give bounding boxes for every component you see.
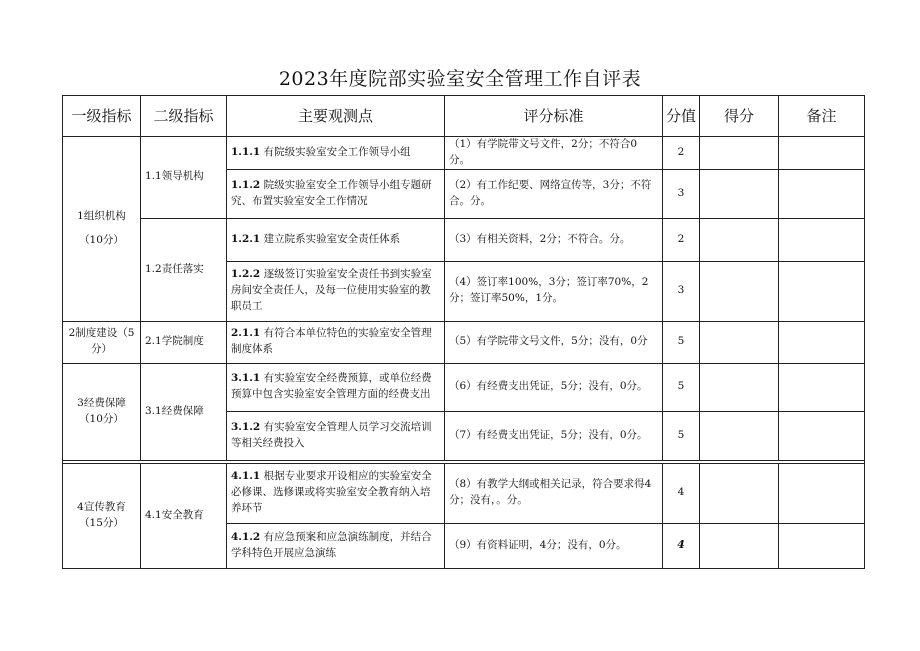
main-point-cell [227,218,445,261]
points-cell: 3 [663,261,700,321]
main-point-cell [227,321,445,363]
point-text: 建立院系实验室安全责任体系 [263,232,401,245]
point-code: 2.1.1 [231,327,261,340]
criteria-cell: （7）有经费支出凭证，5分；没有，0分。 [445,411,663,460]
level1-cell: 2制度建设（5分） [63,321,141,363]
points-cell: 3 [663,169,700,218]
score-cell[interactable] [700,523,779,568]
table-row [63,363,865,411]
main-point-cell [227,137,445,170]
remarks-cell[interactable] [779,169,865,218]
remarks-cell[interactable] [779,363,865,411]
criteria-cell: （8）有教学大纲或相关记录，符合要求得4分；没有，。分。 [445,463,663,523]
point-text: 有符合本单位特色的实验室安全管理制度体系 [231,327,432,355]
point-code: 3.1.2 [231,420,261,433]
level1-cell: 4宣传教育（15分） [63,463,141,568]
points-cell: 2 [663,218,700,261]
header-main-points: 主要观测点 [227,96,445,137]
level2-cell: 3.1经费保障 [141,363,227,460]
point-code: 4.1.1 [231,470,261,483]
level2-cell: 1.1领导机构 [141,137,227,219]
point-code: 4.1.2 [231,530,261,543]
point-text: 根据专业要求开设相应的实验室安全必修课、选修课或将实验室安全教育纳入培养环节 [231,470,432,514]
score-cell[interactable] [700,321,779,363]
score-cell[interactable] [700,463,779,523]
point-code: 1.1.1 [231,145,261,158]
level1-label: 1组织机构 [77,210,126,222]
remarks-cell[interactable] [779,523,865,568]
point-code: 3.1.1 [231,372,261,385]
score-cell[interactable] [700,218,779,261]
point-text: 有院级实验室安全工作领导小组 [263,145,411,158]
self-evaluation-table [62,95,865,569]
remarks-cell[interactable] [779,463,865,523]
main-point-cell [227,363,445,411]
header-level2: 二级指标 [141,96,227,137]
remarks-cell[interactable] [779,321,865,363]
level1-cell [63,137,141,322]
point-text: 逐级签订实验室安全责任书到实验室房间安全责任人，及每一位使用实验室的教职员工 [231,268,432,312]
header-row [63,96,865,137]
main-point-cell [227,169,445,218]
level2-cell: 2.1学院制度 [141,321,227,363]
points-cell: 5 [663,411,700,460]
point-text: 有实验室安全管理人员学习交流培训等相关经费投入 [231,420,432,449]
criteria-cell: （1）有学院带文号文件，2分；不符合0分。 [445,137,663,170]
criteria-cell: （6）有经费支出凭证，5分；没有，0分。 [445,363,663,411]
main-point-cell [227,463,445,523]
remarks-cell[interactable] [779,137,865,170]
score-cell[interactable] [700,261,779,321]
score-cell[interactable] [700,169,779,218]
table-row [63,218,865,261]
points-cell: 4 [663,463,700,523]
points-cell: 5 [663,363,700,411]
remarks-cell[interactable] [779,261,865,321]
criteria-cell: （5）有学院带文号文件，5分；没有，0分 [445,321,663,363]
page-title: 2023年度院部实验室安全管理工作自评表 [278,68,642,90]
main-point-cell [227,261,445,321]
main-point-cell [227,523,445,568]
points-cell: 2 [663,137,700,170]
level2-cell: 4.1安全教育 [141,463,227,568]
header-criteria: 评分标准 [445,96,663,137]
level1-cell: 3经费保障（10分） [63,363,141,460]
point-text: 有应急预案和应急演练制度，并结合学科特色开展应急演练 [231,530,432,559]
points-cell: 5 [663,321,700,363]
criteria-cell: （2）有工作纪要、网络宣传等，3分；不符合。分。 [445,169,663,218]
header-level1: 一级指标 [63,96,141,137]
table-row [63,137,865,170]
criteria-cell: （9）有资料证明，4分；没有，0分。 [445,523,663,568]
score-cell[interactable] [700,137,779,170]
level1-sub-label: （10分） [79,233,124,246]
point-code: 1.1.2 [231,178,261,191]
point-code: 1.2.2 [231,268,261,281]
criteria-cell: （4）签订率100%，3分；签订率70%，2分；签订率50%，1分。 [445,261,663,321]
table-row [63,321,865,363]
header-score: 得分 [700,96,779,137]
remarks-cell[interactable] [779,218,865,261]
point-text: 院级实验室安全工作领导小组专题研究、布置实验室安全工作情况 [231,178,432,207]
main-point-cell [227,411,445,460]
point-code: 1.2.1 [231,232,261,245]
criteria-cell: （3）有相关资料，2分；不符合。分。 [445,218,663,261]
remarks-cell[interactable] [779,411,865,460]
score-cell[interactable] [700,363,779,411]
level2-cell: 1.2责任落实 [141,218,227,321]
header-points: 分值 [663,96,700,137]
table-row [63,463,865,523]
points-cell: 4 [663,523,700,568]
header-remarks: 备注 [779,96,865,137]
score-cell[interactable] [700,411,779,460]
point-text: 有实验室安全经费预算，或单位经费预算中包含实验室安全管理方面的经费支出 [231,372,432,400]
